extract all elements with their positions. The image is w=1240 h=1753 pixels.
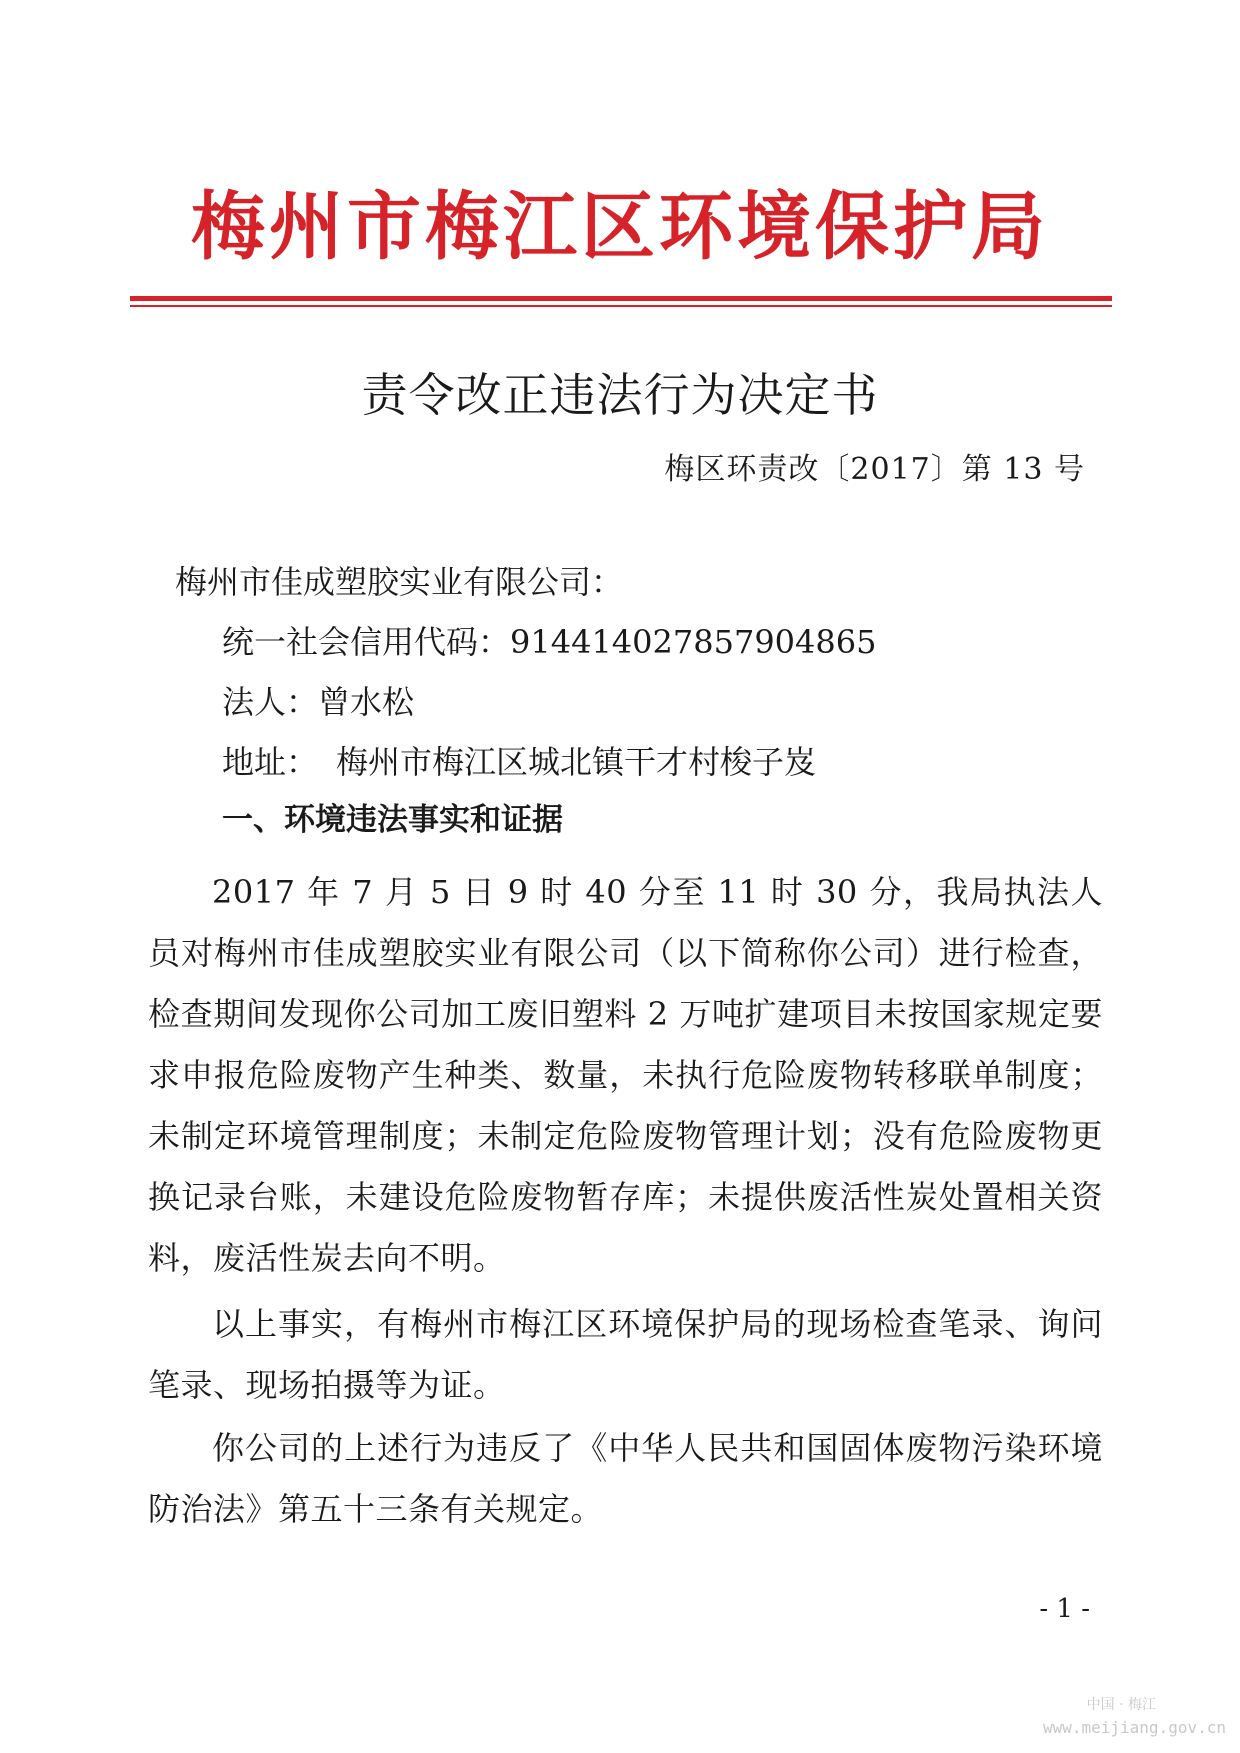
recipient-legal-person: 法人：曾水松 xyxy=(222,683,415,721)
masthead-red-rule xyxy=(130,296,1112,301)
masthead-red-rule-thin xyxy=(130,305,1112,307)
watermark-line-1: 中国 · 梅江 xyxy=(1086,1697,1156,1713)
recipient-credit-code: 统一社会信用代码：914414027857904865 xyxy=(222,623,877,661)
evidence-paragraph: 以上事实，有梅州市梅江区环境保护局的现场检查笔录、询问笔录、现场拍摄等为证。 xyxy=(148,1305,1103,1404)
document-title: 责令改正违法行为决定书 xyxy=(361,368,879,422)
facts-paragraph: 2017 年 7 月 5 日 9 时 40 分至 11 时 30 分，我局执法人员对梅州市佳成塑胶实业有限公司（以下简称你公司）进行检查，检查期间发现你公司加工废旧塑料 2 万吨扩建项目未按国家规定要求申报危险废物产生种类、数量，未执行危险废物转移联单制度；未制定环境管理制度；未制定危险废物管理计划；没有危险废物更换记录台账，未建设危险废物暂存库；未提供废活性炭处置相关资料，废活性炭去向不明。 xyxy=(148,873,1103,1277)
watermark-line-2: www.meijiang.gov.cn xyxy=(1042,1718,1226,1737)
address-label: 地址： xyxy=(222,743,319,781)
document-number: 梅区环责改〔2017〕第 13 号 xyxy=(664,452,1085,487)
page-number: - 1 - xyxy=(1039,1594,1090,1624)
masthead-org-name: 梅州市梅江区环境保护局 xyxy=(191,184,1049,270)
violation-paragraph: 你公司的上述行为违反了《中华人民共和国固体废物污染环境防治法》第五十三条有关规定。 xyxy=(148,1429,1103,1528)
recipient-company: 梅州市佳成塑胶实业有限公司： xyxy=(175,563,624,601)
section-heading: 一、环境违法事实和证据 xyxy=(222,802,563,838)
site-watermark xyxy=(1043,1695,1226,1740)
address-value: 梅州市梅江区城北镇干才村梭子岌 xyxy=(336,743,817,781)
recipient-address xyxy=(222,743,817,781)
